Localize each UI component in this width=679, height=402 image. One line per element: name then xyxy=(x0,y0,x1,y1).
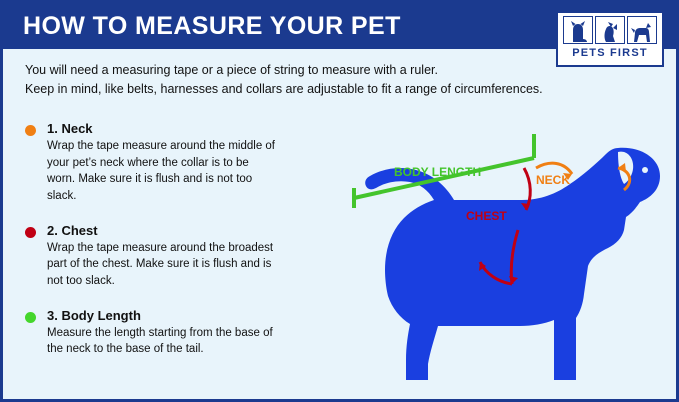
intro-line-2: Keep in mind, like belts, harnesses and collars are adjustable to fit a range of circumferences. xyxy=(25,82,543,97)
step-neck-desc: Wrap the tape measure around the middle of your pet’s neck where the collar is to be worn. Make sure it is flush and is not too slack. xyxy=(47,140,276,203)
chest-label: CHEST xyxy=(466,209,507,223)
cat-icon xyxy=(563,16,593,44)
step-neck xyxy=(25,121,280,205)
step-chest-title: 2. Chest xyxy=(47,222,98,238)
intro-line-1: You will need a measuring tape or a piece of string to measure with a ruler. xyxy=(25,63,438,77)
body-length-label: BODY LENGTH xyxy=(394,165,482,179)
dog-standing-icon xyxy=(627,16,657,44)
brand-logo xyxy=(556,11,664,67)
intro-text xyxy=(25,61,645,100)
bullet-neck-icon xyxy=(25,125,36,136)
step-chest-desc: Wrap the tape measure around the broadest part of the chest. Make sure it is flush and is not too slack. xyxy=(47,241,274,288)
step-neck-title: 1. Neck xyxy=(47,121,93,136)
dog-sitting-icon xyxy=(595,16,625,44)
page-title: HOW TO MEASURE YOUR PET xyxy=(23,11,401,40)
step-body-length-title: 3. Body Length xyxy=(47,307,141,323)
dog-diagram xyxy=(288,98,673,398)
step-chest xyxy=(25,223,280,290)
step-body-length-desc: Measure the length starting from the base of the neck to the base of the tail. xyxy=(47,326,273,356)
neck-label: NECK xyxy=(536,173,571,187)
steps-list xyxy=(25,121,280,376)
bullet-body-length-icon xyxy=(25,312,36,323)
brand-name: PETS FIRST xyxy=(572,47,648,59)
logo-icon-row xyxy=(563,16,657,44)
bullet-chest-icon xyxy=(25,227,36,238)
step-body-length xyxy=(25,308,280,358)
